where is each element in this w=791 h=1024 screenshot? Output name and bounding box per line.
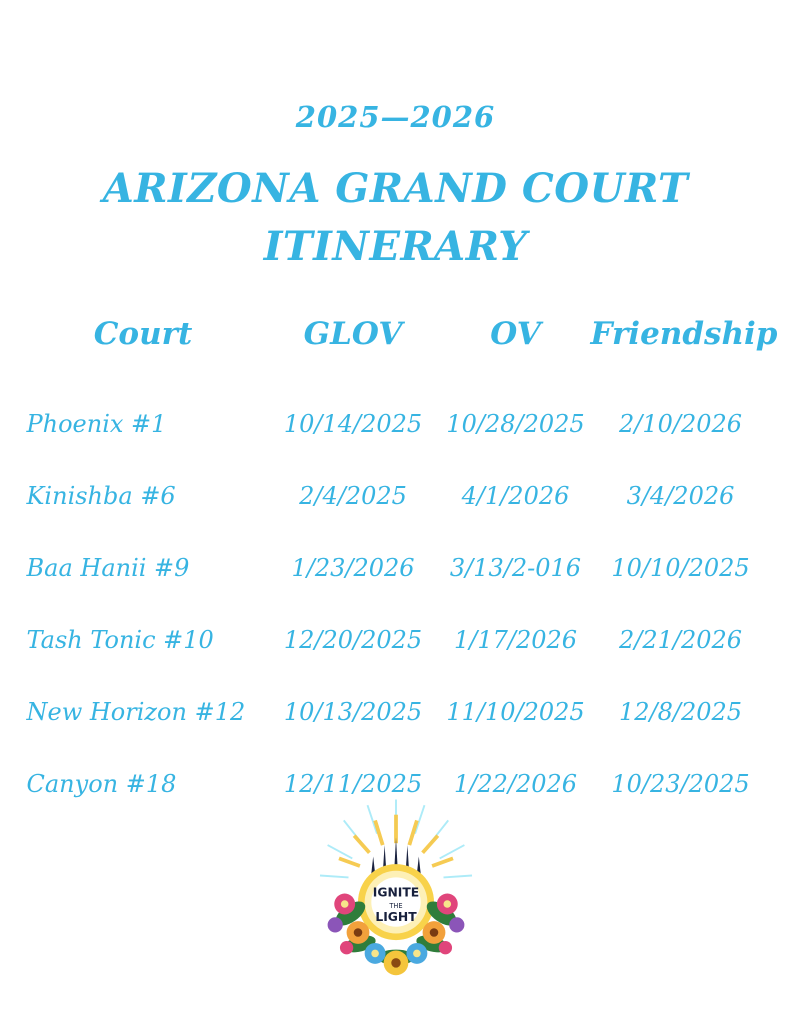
cell-court: Tash Tonic #10 xyxy=(26,626,214,654)
cell-glov: 10/13/2025 xyxy=(283,698,423,726)
cell-friendship: 10/23/2025 xyxy=(611,770,750,798)
cell-friendship: 10/10/2025 xyxy=(611,554,750,582)
cell-court: New Horizon #12 xyxy=(26,698,246,726)
cell-ov: 1/17/2026 xyxy=(453,626,578,654)
logo-text-top: IGNITE xyxy=(372,885,419,900)
column-header-court: Court xyxy=(93,316,193,352)
column-header-ov: OV xyxy=(490,316,541,352)
cell-glov: 1/23/2026 xyxy=(291,554,415,582)
cell-friendship: 12/8/2025 xyxy=(618,698,743,726)
title-block xyxy=(0,0,791,276)
table-header-row xyxy=(21,316,771,388)
column-header-glov: GLOV xyxy=(303,316,403,352)
table-row xyxy=(21,460,771,532)
page-title-line1: ARIZONA GRAND COURT xyxy=(102,165,689,212)
cell-ov: 11/10/2025 xyxy=(446,698,585,726)
cell-glov: 2/4/2025 xyxy=(299,482,407,510)
cell-ov: 3/13/2-016 xyxy=(449,554,582,582)
page-title xyxy=(0,160,791,276)
cell-friendship: 2/10/2026 xyxy=(618,410,743,438)
cell-court: Kinishba #6 xyxy=(26,482,176,510)
cell-friendship: 2/21/2026 xyxy=(618,626,743,654)
cell-glov: 12/20/2025 xyxy=(283,626,423,654)
cell-court: Baa Hanii #9 xyxy=(26,554,190,582)
ignite-the-light-logo xyxy=(301,790,491,980)
table-row xyxy=(21,388,771,460)
table-row xyxy=(21,532,771,604)
page-title-line2: ITINERARY xyxy=(263,223,528,270)
cell-glov: 10/14/2025 xyxy=(283,410,423,438)
logo-artwork xyxy=(301,790,491,980)
table-header xyxy=(21,316,778,388)
table-row xyxy=(21,604,771,676)
logo-container xyxy=(0,790,791,980)
table-body xyxy=(21,388,771,820)
table-row xyxy=(21,676,771,748)
year-range: 2025—2026 xyxy=(295,100,496,134)
column-header-friendship: Friendship xyxy=(590,316,778,352)
cell-ov: 10/28/2025 xyxy=(446,410,585,438)
cell-court: Phoenix #1 xyxy=(26,410,167,438)
cell-ov: 1/22/2026 xyxy=(453,770,578,798)
cell-court: Canyon #18 xyxy=(26,770,177,798)
cell-ov: 4/1/2026 xyxy=(461,482,570,510)
itinerary-table xyxy=(21,316,778,820)
logo-text-mid: THE xyxy=(388,901,403,910)
cell-glov: 12/11/2025 xyxy=(283,770,423,798)
logo-text-bottom: LIGHT xyxy=(374,910,417,925)
cell-friendship: 3/4/2026 xyxy=(626,482,735,510)
